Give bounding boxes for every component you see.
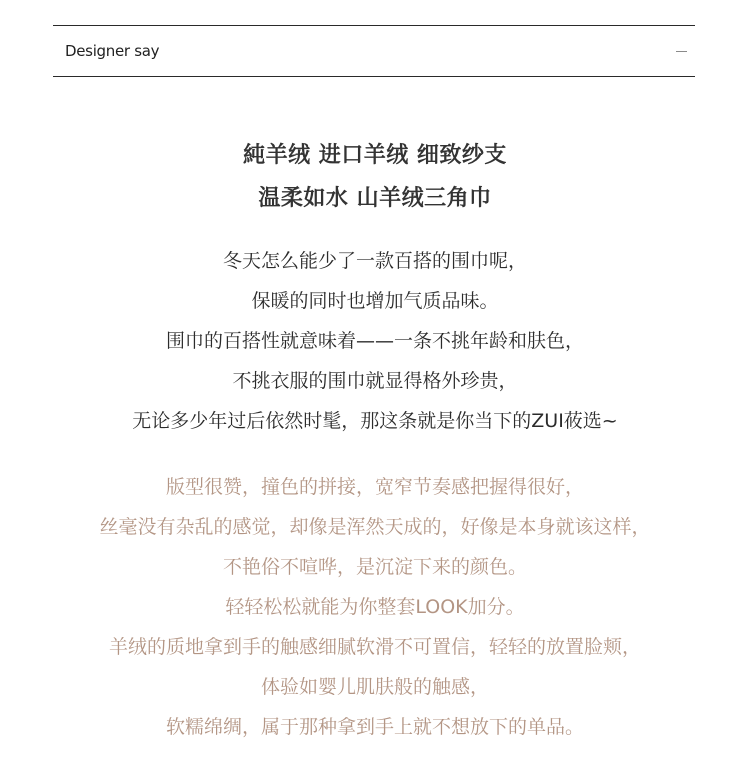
detail-line-3: 不艳俗不喧哗，是沉淀下来的颜色。 bbox=[222, 556, 527, 578]
detail-line-6: 体验如婴儿肌肤般的触感， bbox=[260, 676, 489, 698]
headline-line-1: 純羊绒 进口羊绒 细致纱支 bbox=[243, 143, 507, 168]
designer-say-section-header[interactable] bbox=[53, 25, 695, 77]
intro-line-4: 不挑衣服的围巾就显得格外珍贵， bbox=[232, 370, 518, 392]
minus-icon[interactable] bbox=[676, 51, 687, 52]
detail-line-7: 软糯绵绸，属于那种拿到手上就不想放下的单品。 bbox=[165, 716, 584, 738]
intro-line-2: 保暖的同时也增加气质品味。 bbox=[251, 290, 499, 312]
headline-line-2: 温柔如水 山羊绒三角巾 bbox=[258, 186, 492, 211]
detail-line-5: 羊绒的质地拿到手的触感细腻软滑不可置信，轻轻的放置脸颊， bbox=[108, 636, 641, 658]
detail-line-4: 轻轻松松就能为你整套LOOK加分。 bbox=[225, 596, 525, 618]
detail-line-2: 丝毫没有杂乱的感觉，却像是浑然天成的，好像是本身就该这样， bbox=[99, 516, 651, 538]
intro-line-5: 无论多少年过后依然时髦，那这条就是你当下的ZUI莜选~ bbox=[132, 410, 618, 432]
intro-line-3: 围巾的百搭性就意味着——一条不挑年龄和肤色， bbox=[165, 330, 584, 352]
section-title: Designer say bbox=[65, 42, 160, 60]
detail-line-1: 版型很赞，撞色的拼接，宽窄节奏感把握得很好， bbox=[165, 476, 584, 498]
intro-line-1: 冬天怎么能少了一款百搭的围巾呢， bbox=[222, 250, 527, 272]
